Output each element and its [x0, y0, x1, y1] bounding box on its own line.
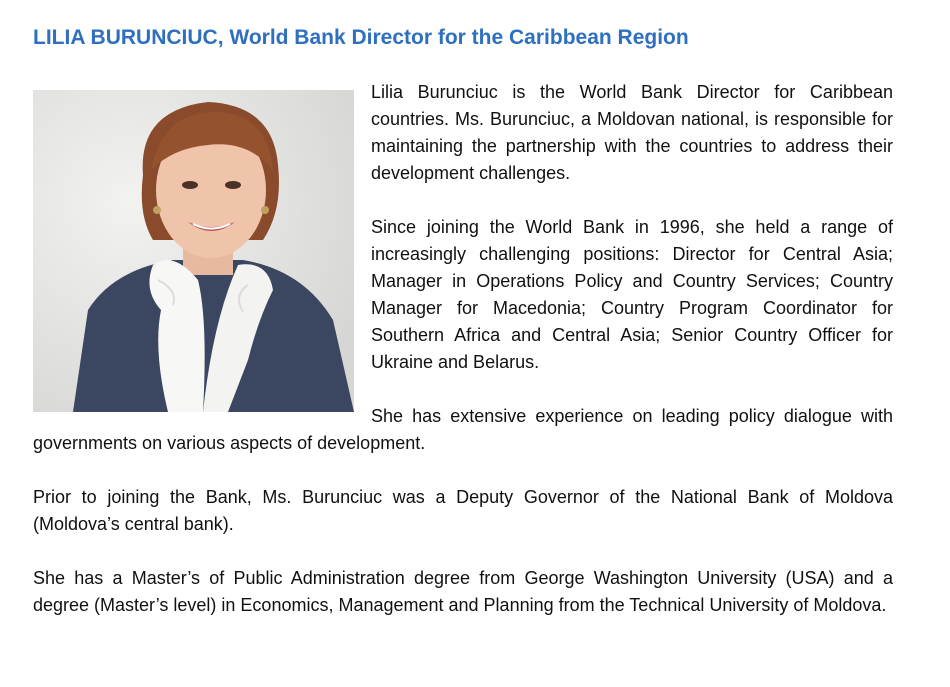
bio-paragraph-5: She has a Master’s of Public Administration degree from George Washington University (USA) and a degree (Master’s level) in Economics, Management and Planning from the Technical University of Moldova. [33, 568, 893, 615]
portrait-image [33, 90, 354, 412]
bio-paragraph-4: Prior to joining the Bank, Ms. Burunciuc was a Deputy Governor of the National Bank of Moldova (Moldova’s central bank). [33, 487, 893, 534]
bio-content [33, 79, 893, 646]
bio-paragraph-1: Lilia Burunciuc is the World Bank Director for Caribbean countries. Ms. Burunciuc, a Moldovan national, is responsible for maintaining the partnership with the countries to address their development challenges. [371, 82, 893, 183]
page-title: LILIA BURUNCIUC, World Bank Director for the Caribbean Region [33, 26, 689, 49]
bio-paragraph-3: She has extensive experience on leading policy dialogue with governments on various aspects of development. [33, 406, 893, 453]
bio-paragraph-2: Since joining the World Bank in 1996, she held a range of increasingly challenging positions: Director for Central Asia; Manager in Operations Policy and Country Services; Country Manager for Macedonia; Country Program Coordinator for Southern Africa and Central Asia; Senior Country Officer for Ukraine and Belarus. [371, 217, 893, 372]
portrait-photo [33, 90, 354, 412]
